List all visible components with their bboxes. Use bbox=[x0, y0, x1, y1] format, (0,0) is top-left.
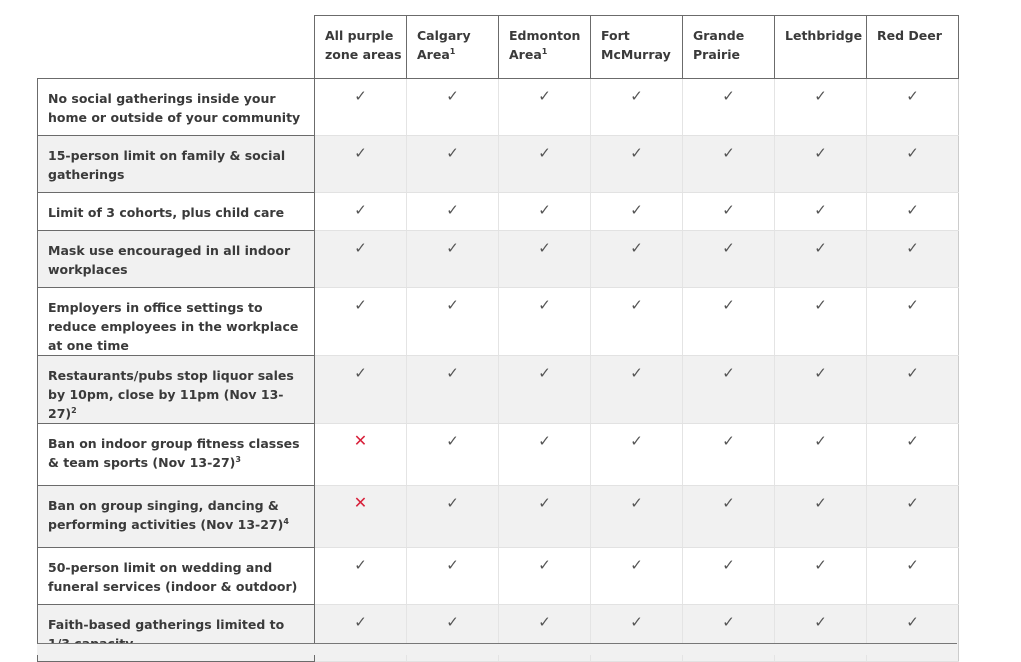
checkmark-icon: ✓ bbox=[354, 201, 367, 219]
status-cell bbox=[867, 548, 959, 605]
checkmark-icon: ✓ bbox=[538, 144, 551, 162]
status-cell bbox=[683, 288, 775, 356]
checkmark-icon: ✓ bbox=[630, 87, 643, 105]
status-cell bbox=[867, 486, 959, 548]
table-bottom-edge bbox=[37, 643, 957, 655]
checkmark-icon: ✓ bbox=[538, 556, 551, 574]
row-header-label: Ban on group singing, dancing & performing activities (Nov 13-27) bbox=[48, 498, 284, 532]
checkmark-icon: ✓ bbox=[630, 144, 643, 162]
footnote-marker: 3 bbox=[235, 454, 241, 464]
status-cell bbox=[591, 288, 683, 356]
cross-icon: ✕ bbox=[353, 493, 368, 512]
status-cell bbox=[315, 79, 407, 136]
column-header-label: Calgary Area bbox=[417, 28, 471, 62]
status-cell bbox=[407, 193, 499, 231]
checkmark-icon: ✓ bbox=[538, 494, 551, 512]
checkmark-icon: ✓ bbox=[814, 296, 827, 314]
status-cell bbox=[775, 193, 867, 231]
checkmark-icon: ✓ bbox=[354, 239, 367, 257]
status-cell bbox=[315, 424, 407, 486]
checkmark-icon: ✓ bbox=[446, 613, 459, 631]
status-cell bbox=[499, 231, 591, 288]
table-row bbox=[38, 79, 959, 136]
checkmark-icon: ✓ bbox=[814, 201, 827, 219]
status-cell bbox=[867, 231, 959, 288]
checkmark-icon: ✓ bbox=[814, 239, 827, 257]
checkmark-icon: ✓ bbox=[354, 296, 367, 314]
column-header-label: Red Deer bbox=[877, 28, 942, 43]
checkmark-icon: ✓ bbox=[722, 144, 735, 162]
status-cell bbox=[407, 288, 499, 356]
row-header bbox=[38, 136, 315, 193]
table-row bbox=[38, 356, 959, 424]
column-header-calgary-area bbox=[407, 16, 499, 79]
checkmark-icon: ✓ bbox=[722, 613, 735, 631]
row-header bbox=[38, 231, 315, 288]
column-header-red-deer bbox=[867, 16, 959, 79]
checkmark-icon: ✓ bbox=[446, 432, 459, 450]
checkmark-icon: ✓ bbox=[814, 432, 827, 450]
column-header-label: Grande Prairie bbox=[693, 28, 745, 62]
footnote-marker: 4 bbox=[283, 516, 289, 526]
status-cell bbox=[315, 356, 407, 424]
row-header-label: 15-person limit on family & social gatherings bbox=[48, 148, 286, 182]
table-body bbox=[38, 79, 959, 662]
status-cell bbox=[683, 193, 775, 231]
row-header-label: Ban on indoor group fitness classes & team sports (Nov 13-27) bbox=[48, 436, 300, 470]
column-header-label: All purple zone areas bbox=[325, 28, 402, 62]
status-cell bbox=[867, 136, 959, 193]
status-cell bbox=[775, 424, 867, 486]
checkmark-icon: ✓ bbox=[630, 494, 643, 512]
footnote-marker: 1 bbox=[449, 46, 456, 56]
column-header-fort-mcmurray bbox=[591, 16, 683, 79]
row-header bbox=[38, 79, 315, 136]
checkmark-icon: ✓ bbox=[906, 613, 919, 631]
status-cell bbox=[407, 486, 499, 548]
checkmark-icon: ✓ bbox=[446, 201, 459, 219]
status-cell bbox=[407, 79, 499, 136]
checkmark-icon: ✓ bbox=[630, 432, 643, 450]
status-cell bbox=[591, 486, 683, 548]
status-cell bbox=[499, 193, 591, 231]
checkmark-icon: ✓ bbox=[538, 296, 551, 314]
row-header-label: Faith-based gatherings limited to bbox=[48, 617, 285, 632]
checkmark-icon: ✓ bbox=[538, 613, 551, 631]
status-cell bbox=[499, 136, 591, 193]
checkmark-icon: ✓ bbox=[446, 239, 459, 257]
status-cell bbox=[867, 193, 959, 231]
checkmark-icon: ✓ bbox=[354, 556, 367, 574]
status-cell bbox=[315, 231, 407, 288]
status-cell bbox=[775, 231, 867, 288]
checkmark-icon: ✓ bbox=[906, 87, 919, 105]
checkmark-icon: ✓ bbox=[906, 364, 919, 382]
checkmark-icon: ✓ bbox=[538, 239, 551, 257]
status-cell bbox=[867, 288, 959, 356]
status-cell bbox=[315, 288, 407, 356]
checkmark-icon: ✓ bbox=[538, 364, 551, 382]
status-cell bbox=[775, 136, 867, 193]
status-cell bbox=[499, 486, 591, 548]
checkmark-icon: ✓ bbox=[630, 613, 643, 631]
status-cell bbox=[591, 424, 683, 486]
status-cell bbox=[867, 356, 959, 424]
table-row bbox=[38, 548, 959, 605]
corner-cell bbox=[38, 16, 315, 79]
checkmark-icon: ✓ bbox=[446, 87, 459, 105]
status-cell bbox=[775, 548, 867, 605]
checkmark-icon: ✓ bbox=[538, 201, 551, 219]
table-row bbox=[38, 424, 959, 486]
checkmark-icon: ✓ bbox=[538, 432, 551, 450]
checkmark-icon: ✓ bbox=[630, 239, 643, 257]
checkmark-icon: ✓ bbox=[722, 87, 735, 105]
checkmark-icon: ✓ bbox=[722, 201, 735, 219]
column-header-edmonton-area bbox=[499, 16, 591, 79]
checkmark-icon: ✓ bbox=[354, 87, 367, 105]
row-header-label: Restaurants/pubs stop liquor sales by 10pm, close by 11pm (Nov 13-27) bbox=[48, 368, 294, 421]
checkmark-icon: ✓ bbox=[446, 144, 459, 162]
checkmark-icon: ✓ bbox=[538, 87, 551, 105]
row-header-label: Limit of 3 cohorts, plus child care bbox=[48, 205, 285, 220]
column-header-label: Lethbridge bbox=[785, 28, 863, 43]
checkmark-icon: ✓ bbox=[814, 87, 827, 105]
checkmark-icon: ✓ bbox=[630, 201, 643, 219]
checkmark-icon: ✓ bbox=[354, 144, 367, 162]
status-cell bbox=[407, 356, 499, 424]
checkmark-icon: ✓ bbox=[814, 613, 827, 631]
status-cell bbox=[683, 356, 775, 424]
restrictions-table bbox=[37, 15, 959, 662]
checkmark-icon: ✓ bbox=[814, 364, 827, 382]
status-cell bbox=[591, 79, 683, 136]
status-cell bbox=[683, 79, 775, 136]
column-header-label: Fort McMurray bbox=[601, 28, 671, 62]
checkmark-icon: ✓ bbox=[630, 556, 643, 574]
checkmark-icon: ✓ bbox=[446, 364, 459, 382]
status-cell bbox=[591, 356, 683, 424]
checkmark-icon: ✓ bbox=[446, 494, 459, 512]
footnote-marker: 2 bbox=[71, 405, 77, 415]
checkmark-icon: ✓ bbox=[906, 432, 919, 450]
status-cell bbox=[315, 136, 407, 193]
status-cell bbox=[775, 356, 867, 424]
column-header-grande-prairie bbox=[683, 16, 775, 79]
checkmark-icon: ✓ bbox=[906, 144, 919, 162]
checkmark-icon: ✓ bbox=[722, 296, 735, 314]
checkmark-icon: ✓ bbox=[446, 556, 459, 574]
checkmark-icon: ✓ bbox=[354, 364, 367, 382]
column-header-all-purple-zone-areas bbox=[315, 16, 407, 79]
status-cell bbox=[683, 548, 775, 605]
status-cell bbox=[683, 136, 775, 193]
status-cell bbox=[591, 193, 683, 231]
checkmark-icon: ✓ bbox=[906, 201, 919, 219]
footnote-marker: 1 bbox=[541, 46, 548, 56]
header-row bbox=[38, 16, 959, 79]
status-cell bbox=[775, 288, 867, 356]
column-header-label: Edmonton Area bbox=[509, 28, 581, 62]
status-cell bbox=[407, 136, 499, 193]
row-header-label: Employers in office settings to reduce employees in the workplace at one time bbox=[48, 300, 299, 353]
status-cell bbox=[775, 486, 867, 548]
table-row bbox=[38, 136, 959, 193]
status-cell bbox=[591, 231, 683, 288]
checkmark-icon: ✓ bbox=[906, 239, 919, 257]
checkmark-icon: ✓ bbox=[906, 494, 919, 512]
status-cell bbox=[867, 79, 959, 136]
status-cell bbox=[775, 79, 867, 136]
table-row bbox=[38, 288, 959, 356]
status-cell bbox=[683, 424, 775, 486]
table-row bbox=[38, 193, 959, 231]
status-cell bbox=[315, 193, 407, 231]
cross-icon: ✕ bbox=[353, 431, 368, 450]
status-cell bbox=[591, 136, 683, 193]
status-cell bbox=[407, 424, 499, 486]
status-cell bbox=[591, 548, 683, 605]
checkmark-icon: ✓ bbox=[446, 296, 459, 314]
table-row bbox=[38, 486, 959, 548]
checkmark-icon: ✓ bbox=[630, 296, 643, 314]
checkmark-icon: ✓ bbox=[814, 144, 827, 162]
checkmark-icon: ✓ bbox=[906, 296, 919, 314]
row-header-label: 50-person limit on wedding and funeral services (indoor & outdoor) bbox=[48, 560, 298, 594]
status-cell bbox=[499, 548, 591, 605]
status-cell bbox=[315, 486, 407, 548]
checkmark-icon: ✓ bbox=[722, 239, 735, 257]
checkmark-icon: ✓ bbox=[722, 556, 735, 574]
row-header bbox=[38, 356, 315, 424]
row-header bbox=[38, 486, 315, 548]
row-header-label: Mask use encouraged in all indoor workplaces bbox=[48, 243, 291, 277]
checkmark-icon: ✓ bbox=[722, 494, 735, 512]
status-cell bbox=[407, 548, 499, 605]
status-cell bbox=[315, 548, 407, 605]
status-cell bbox=[499, 79, 591, 136]
row-header bbox=[38, 193, 315, 231]
row-header-label: No social gatherings inside your home or outside of your community bbox=[48, 91, 301, 125]
checkmark-icon: ✓ bbox=[354, 613, 367, 631]
status-cell bbox=[407, 231, 499, 288]
status-cell bbox=[499, 424, 591, 486]
checkmark-icon: ✓ bbox=[814, 494, 827, 512]
row-header bbox=[38, 288, 315, 356]
status-cell bbox=[683, 486, 775, 548]
status-cell bbox=[499, 356, 591, 424]
checkmark-icon: ✓ bbox=[722, 432, 735, 450]
checkmark-icon: ✓ bbox=[722, 364, 735, 382]
checkmark-icon: ✓ bbox=[906, 556, 919, 574]
table-row bbox=[38, 231, 959, 288]
column-header-lethbridge bbox=[775, 16, 867, 79]
row-header bbox=[38, 424, 315, 486]
status-cell bbox=[867, 424, 959, 486]
status-cell bbox=[683, 231, 775, 288]
row-header bbox=[38, 548, 315, 605]
checkmark-icon: ✓ bbox=[814, 556, 827, 574]
checkmark-icon: ✓ bbox=[630, 364, 643, 382]
status-cell bbox=[499, 288, 591, 356]
